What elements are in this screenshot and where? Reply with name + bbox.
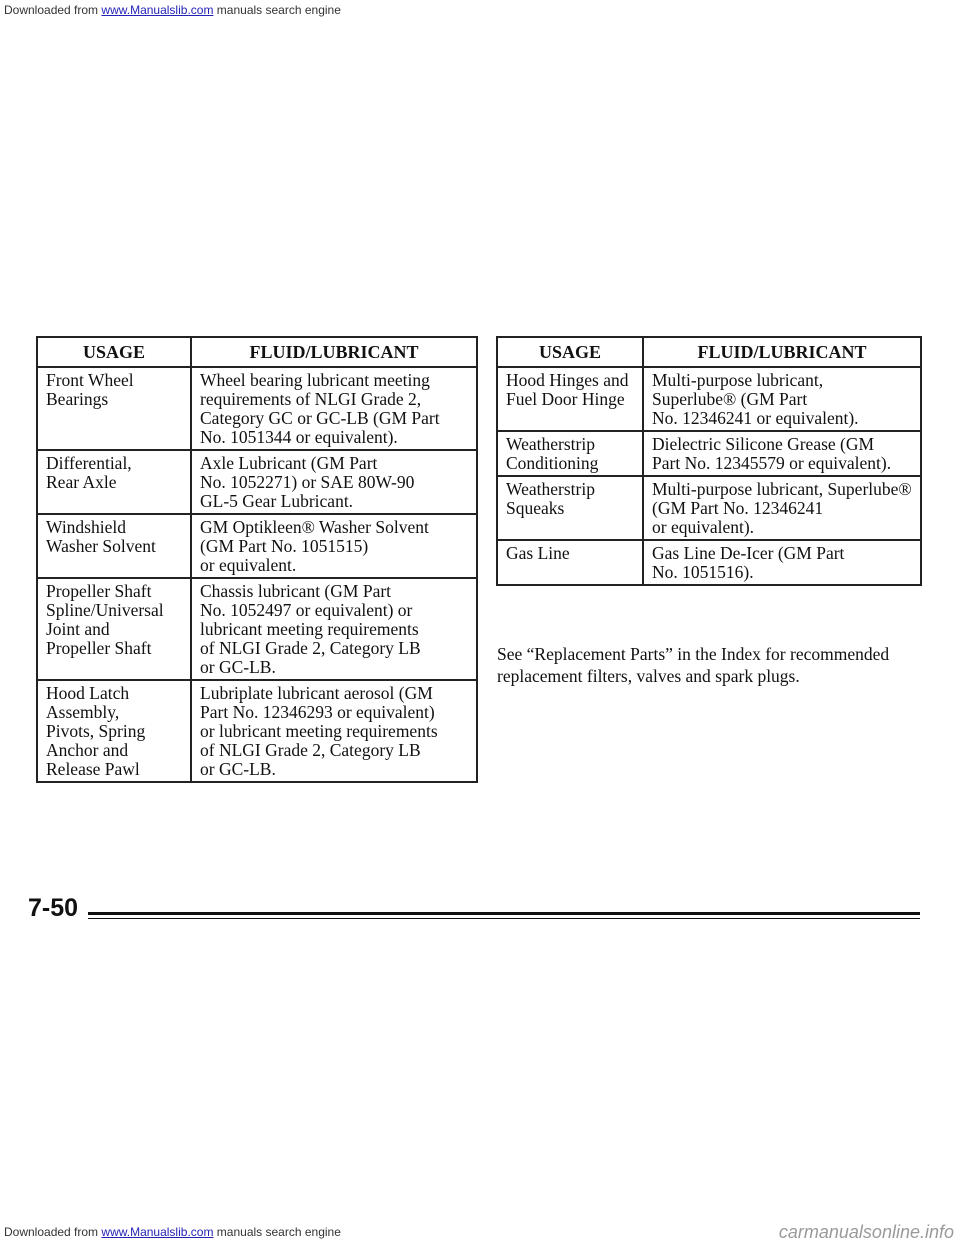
- fluid-header: FLUID/LUBRICANT: [643, 337, 921, 367]
- fluid-cell: Dielectric Silicone Grease (GM Part No. 12345579 or equivalent).: [643, 431, 921, 476]
- table-row: [497, 431, 921, 476]
- usage-cell: Weatherstrip Squeaks: [497, 476, 643, 540]
- fluid-cell: Gas Line De-Icer (GM Part No. 1051516).: [643, 540, 921, 585]
- usage-cell: Gas Line: [497, 540, 643, 585]
- watermark-text: carmanualsonline.info: [778, 1222, 954, 1242]
- table-row: [37, 578, 477, 680]
- fluid-table-right: [496, 336, 922, 586]
- table-row: [37, 514, 477, 578]
- usage-cell: Hood Latch Assembly, Pivots, Spring Anchor and Release Pawl: [37, 680, 191, 782]
- usage-cell: Weatherstrip Conditioning: [497, 431, 643, 476]
- page-number: 7-50: [28, 894, 79, 922]
- fluid-cell: Multi-purpose lubricant, Superlube® (GM Part No. 12346241 or equivalent).: [643, 476, 921, 540]
- footer-suffix: manuals search engine: [216, 1225, 341, 1239]
- footer-rule-thin: [88, 918, 920, 919]
- footer-rule: [88, 912, 920, 915]
- usage-cell: Front Wheel Bearings: [37, 367, 191, 450]
- usage-cell: Differential, Rear Axle: [37, 450, 191, 514]
- download-header: [0, 0, 960, 20]
- fluid-cell: Lubriplate lubricant aerosol (GM Part No. 12346293 or equivalent) or lubricant meeting requirements of NLGI Grade 2, Category LB or GC-LB.: [191, 680, 477, 782]
- usage-header: USAGE: [37, 337, 191, 367]
- manualslib-link[interactable]: www.Manualslib.com: [101, 3, 214, 17]
- replacement-parts-note: See “Replacement Parts” in the Index for recommended replacement filters, valves and spark plugs.: [497, 643, 890, 686]
- fluid-cell: Axle Lubricant (GM Part No. 1052271) or SAE 80W-90 GL-5 Gear Lubricant.: [191, 450, 477, 514]
- header-prefix: Downloaded from: [4, 3, 99, 17]
- table-row: [37, 367, 477, 450]
- fluid-table-left: [36, 336, 478, 783]
- usage-cell: Windshield Washer Solvent: [37, 514, 191, 578]
- header-suffix: manuals search engine: [216, 3, 341, 17]
- fluid-cell: Multi-purpose lubricant, Superlube® (GM Part No. 12346241 or equivalent).: [643, 367, 921, 431]
- fluid-cell: Chassis lubricant (GM Part No. 1052497 or equivalent) or lubricant meeting requirements of NLGI Grade 2, Category LB or GC-LB.: [191, 578, 477, 680]
- usage-cell: Propeller Shaft Spline/Universal Joint and Propeller Shaft: [37, 578, 191, 680]
- table-row: [37, 450, 477, 514]
- table-row: [497, 540, 921, 585]
- table-header-row: [497, 337, 921, 367]
- table-header-row: [37, 337, 477, 367]
- download-footer: [0, 1222, 960, 1242]
- fluid-cell: Wheel bearing lubricant meeting requirements of NLGI Grade 2, Category GC or GC-LB (GM Part No. 1051344 or equivalent).: [191, 367, 477, 450]
- footer-prefix: Downloaded from: [4, 1225, 99, 1239]
- table-row: [37, 680, 477, 782]
- table-row: [497, 476, 921, 540]
- manualslib-footer-link[interactable]: www.Manualslib.com: [101, 1225, 214, 1239]
- fluid-header: FLUID/LUBRICANT: [191, 337, 477, 367]
- usage-header: USAGE: [497, 337, 643, 367]
- usage-cell: Hood Hinges and Fuel Door Hinge: [497, 367, 643, 431]
- table-row: [497, 367, 921, 431]
- fluid-cell: GM Optikleen® Washer Solvent (GM Part No. 1051515) or equivalent.: [191, 514, 477, 578]
